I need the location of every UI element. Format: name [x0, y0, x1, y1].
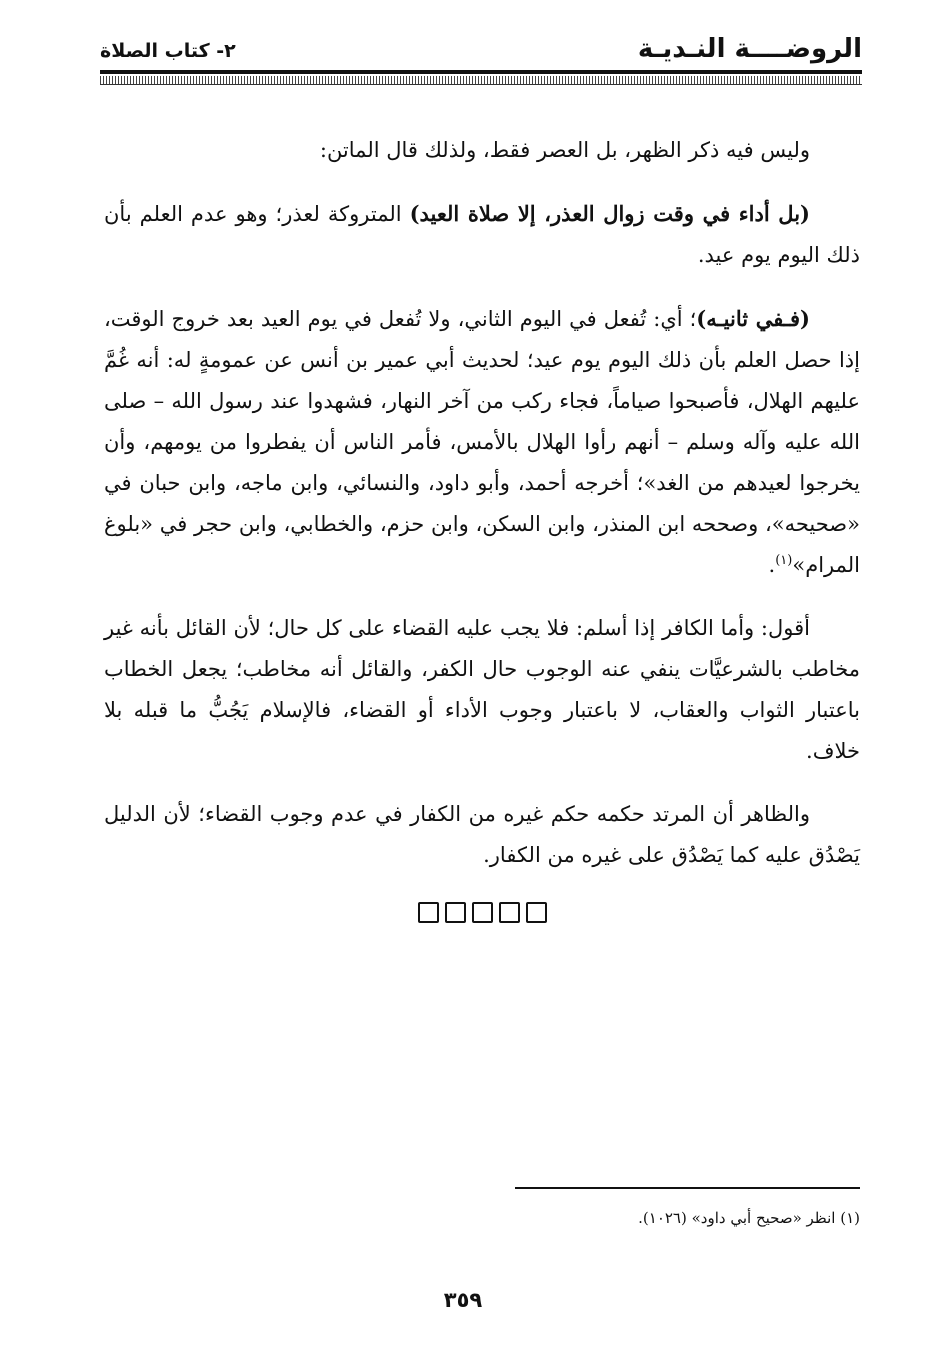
- square-ornament-icon: [526, 902, 547, 923]
- header-ornament: [100, 76, 862, 85]
- paragraph-3: [104, 298, 860, 586]
- footnote-reference[interactable]: (١): [775, 553, 793, 568]
- paragraph-5: والظاهر أن المرتد حكمه حكم غيره من الكفار في عدم وجوب القضاء؛ لأن الدليل يَصْدُق عليه كما يَصْدُق على غيره من الكفار.: [104, 802, 860, 867]
- square-ornament-icon: [418, 902, 439, 923]
- paragraph-3-end: .: [768, 553, 776, 577]
- square-ornament-icon: [472, 902, 493, 923]
- paragraph-1: وليس فيه ذكر الظهر، بل العصر فقط، ولذلك قال الماتن:: [319, 138, 810, 162]
- footnote: (١) انظر «صحيح أبي داود» (١٠٢٦).: [638, 1209, 860, 1227]
- matn-quote: (بل أداء في وقت زوال العذر، إلا صلاة العيد): [409, 201, 810, 226]
- paragraph-3-text: ؛ أي: تُفعل في اليوم الثاني، ولا تُفعل في يوم العيد بعد خروج الوقت، إذا حصل العلم بأن ذلك اليوم يوم عيد؛ لحديث أبي عمير بن أنس عن عمومةٍ له: أنه غُمَّ عليهم الهلال، فأصبحوا صياماً، فجاء ركب من آخر النهار، فشهدوا عند رسول الله – صلى الله عليه وآله وسلم – أنهم رأوا الهلال بالأمس، فأمر الناس أن يفطروا من يومهم، وأن يخرجوا لعيدهم من الغد»؛ أخرجه أحمد، وأبو داود، والنسائي، وابن ماجه، وابن حبان في «صحيحه»، وصححه ابن المنذر، وابن السكن، وابن حزم، والخطابي، وابن حجر في «بلوغ المرام»: [104, 307, 860, 577]
- main-text: [104, 130, 860, 927]
- paragraph-4: أقول: وأما الكافر إذا أسلم: فلا يجب عليه القضاء على كل حال؛ لأن القائل بأنه غير مخاطب بالشرعيَّات ينفي عنه الوجوب حال الكفر، والقائل أنه مخاطب؛ يجعل الخطاب باعتبار الثواب والعقاب، لا باعتبار وجوب الأداء أو القضاء، فالإسلام يَجُبُّ ما قبله بلا خلاف.: [104, 616, 860, 763]
- section-end-marks: [104, 902, 860, 927]
- chapter-title: ٢- كتاب الصلاة: [100, 40, 236, 62]
- header-rule: [100, 70, 862, 74]
- matn-quote: (فـفي ثانيـه): [696, 306, 810, 331]
- paragraph-2: [104, 193, 860, 276]
- book-title: الروضــــة النـديـة: [637, 34, 862, 64]
- running-header: [100, 26, 862, 66]
- page-number: ٣٥٩: [443, 1288, 483, 1312]
- paragraph-2-text: المتروكة لعذر؛ وهو عدم العلم بأن ذلك اليوم يوم عيد.: [104, 202, 860, 267]
- footnote-separator: [515, 1187, 860, 1189]
- square-ornament-icon: [499, 902, 520, 923]
- square-ornament-icon: [445, 902, 466, 923]
